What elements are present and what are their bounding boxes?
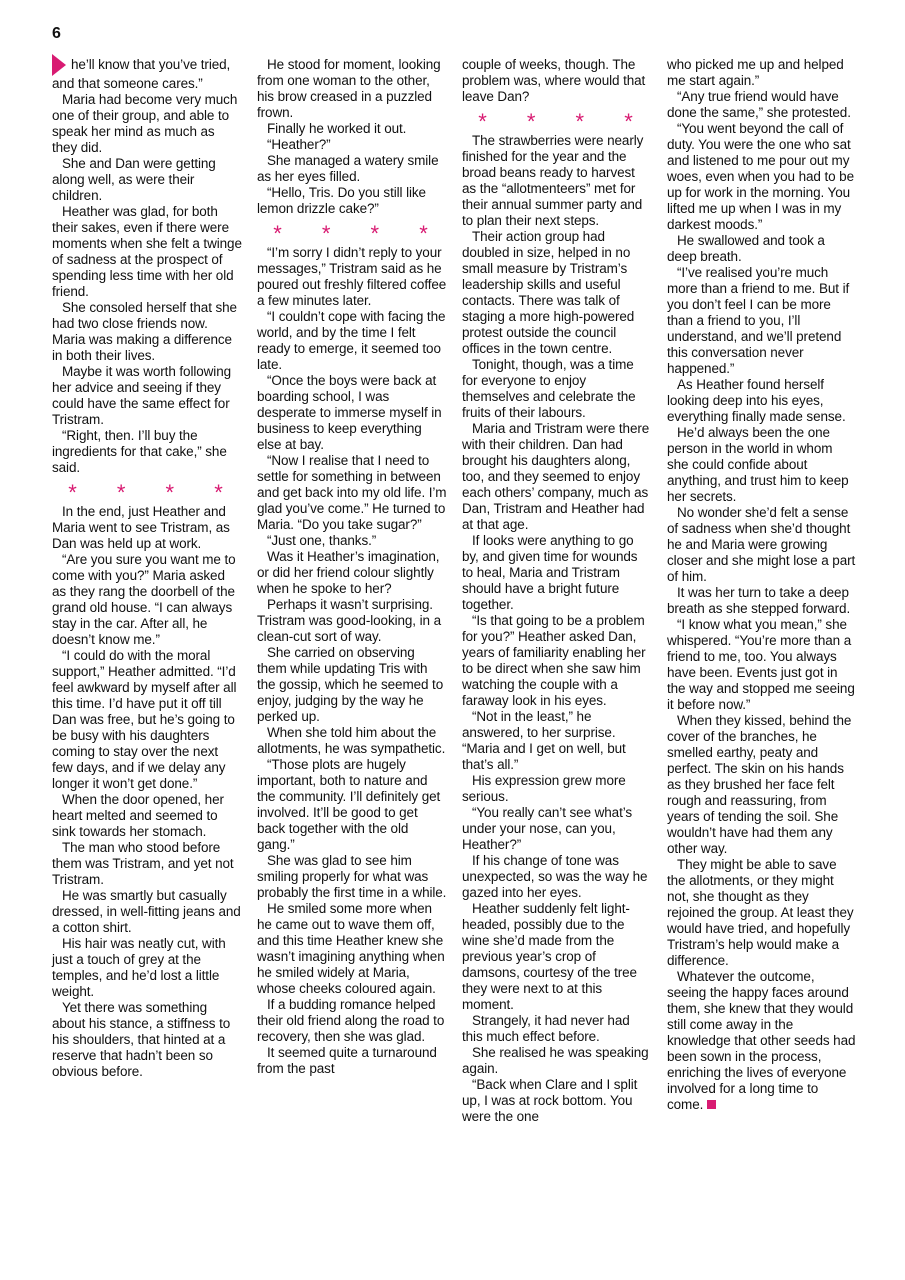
paragraph: “I couldn’t cope with facing the world, and by the time I felt ready to emerge, it seemed too late. bbox=[257, 309, 446, 372]
paragraph: If a budding romance helped their old friend along the road to recovery, then she was glad. bbox=[257, 997, 445, 1044]
paragraph: They might be able to save the allotments, or they might not, she thought as they rejoined the group. At least they would have tried, and hopefully Tristram’s help would make a difference. bbox=[667, 857, 854, 968]
text-column-1 bbox=[52, 57, 242, 1125]
paragraph: His expression grew more serious. bbox=[462, 773, 626, 804]
paragraph: “Once the boys were back at boarding school, I was desperate to immerse myself in business to keep everything else at bay. bbox=[257, 373, 442, 452]
paragraph: Heather was glad, for both their sakes, even if there were moments when she felt a twinge of sadness at the prospect of spending less time with her old friend. bbox=[52, 204, 242, 299]
paragraph: She realised he was speaking again. bbox=[462, 1045, 649, 1076]
paragraph: It seemed quite a turnaround from the past bbox=[257, 1045, 437, 1076]
paragraph: “Any true friend would have done the same,” she protested. bbox=[667, 89, 851, 120]
paragraph bbox=[52, 57, 242, 92]
paragraph: Perhaps it wasn’t surprising. Tristram was good-looking, in a clean-cut sort of way. bbox=[257, 597, 441, 644]
paragraph: “Are you sure you want me to come with you?” Maria asked as they rang the doorbell of the grand old house. “I can always stay in the car. After all, he doesn’t know me.” bbox=[52, 552, 236, 647]
paragraph: As Heather found herself looking deep into his eyes, everything finally made sense. bbox=[667, 377, 846, 424]
paragraph: “Back when Clare and I split up, I was at rock bottom. You were the one bbox=[462, 1077, 638, 1124]
paragraph: Maria had become very much one of their group, and able to speak her mind as much as they did. bbox=[52, 92, 238, 155]
paragraph: “Is that going to be a problem for you?” Heather asked Dan, years of familiarity enabling her to be direct when she saw him watching the couple with a faraway look in his eyes. bbox=[462, 613, 646, 708]
paragraph: “I could do with the moral support,” Heather admitted. “I’d feel awkward by myself after all this time. I’d have put it off till Dan was free, but he’s going to be busy with his daughters coming to stay over the next few days, and if we delay any longer it won’t get done.” bbox=[52, 648, 237, 791]
paragraph: “I know what you mean,” she whispered. “You’re more than a friend to me, too. You always have been. Events just got in the way and stopped me seeing it before now.” bbox=[667, 617, 855, 712]
paragraph: Was it Heather’s imagination, or did her friend colour slightly when he spoke to her? bbox=[257, 549, 440, 596]
paragraph: The man who stood before them was Tristram, and yet not Tristram. bbox=[52, 840, 234, 887]
paragraph: “Now I realise that I need to settle for something in between and get back into my old life. I’m glad you’ve come.” He turned to Maria. “Do you take sugar?” bbox=[257, 453, 447, 532]
paragraph: “Heather?” bbox=[267, 137, 331, 152]
paragraph: Heather suddenly felt light-headed, possibly due to the wine she’d made from the previous year’s crop of damsons, courtesy of the tree they were next to at this moment. bbox=[462, 901, 637, 1012]
paragraph: “Not in the least,” he answered, to her surprise. “Maria and I get on well, but that’s all.” bbox=[462, 709, 626, 772]
paragraph: Yet there was something about his stance, a stiffness to his shoulders, that hinted at a reserve that hadn’t been so obvious before. bbox=[52, 1000, 231, 1079]
text-column-3 bbox=[462, 57, 652, 1125]
paragraph: Tonight, though, was a time for everyone to enjoy themselves and celebrate the fruits of their labours. bbox=[462, 357, 636, 420]
paragraph: If looks were anything to go by, and given time for wounds to heal, Maria and Tristram should have a bright future together. bbox=[462, 533, 638, 612]
section-separator: * * * * bbox=[273, 221, 445, 246]
paragraph: “You went beyond the call of duty. You were the one who sat and listened to me pour out my woes, even when you had to be up for work in the morning. You lifted me up when I was in my darkest moods.” bbox=[667, 121, 854, 232]
paragraph: He stood for moment, looking from one woman to the other, his brow creased in a puzzled frown. bbox=[257, 57, 441, 120]
paragraph: “I’ve realised you’re much more than a friend to me. But if you don’t feel I can be more than a friend to you, I’ll understand, and we’ll pretend this conversation never happened.” bbox=[667, 265, 850, 376]
paragraph: The strawberries were nearly finished for the year and the broad beans ready to harvest as the “allotmenteers” met for their annual summer party and to plan their next steps. bbox=[462, 133, 644, 228]
paragraph: Maria and Tristram were there with their children. Dan had brought his daughters along, too, and they seemed to enjoy each others’ company, much as Dan, Tristram and Heather had at that age. bbox=[462, 421, 650, 532]
paragraph: “Hello, Tris. Do you still like lemon drizzle cake?” bbox=[257, 185, 426, 216]
paragraph: Strangely, it had never had this much effect before. bbox=[462, 1013, 630, 1044]
paragraph: Their action group had doubled in size, helped in no small measure by Tristram’s leadership skills and useful contacts. There was talk of staging a more high-powered protest outside the council offices in the town centre. bbox=[462, 229, 635, 356]
paragraph: When she told him about the allotments, he was sympathetic. bbox=[257, 725, 446, 756]
paragraph: “I’m sorry I didn’t reply to your messages,” Tristram said as he poured out freshly filtered coffee a few minutes later. bbox=[257, 245, 447, 308]
end-of-story-square-icon bbox=[707, 1100, 716, 1109]
paragraph: She consoled herself that she had two close friends now. Maria was making a difference in both their lives. bbox=[52, 300, 237, 363]
paragraph: When they kissed, behind the cover of the branches, he smelled earthy, peaty and perfect. The skin on his hands as they brushed her face felt rough and reassuring, from years of tending the soil. She wouldn’t have had them any other way. bbox=[667, 713, 852, 856]
paragraph: If his change of tone was unexpected, so was the way he gazed into her eyes. bbox=[462, 853, 648, 900]
paragraph: “Those plots are hugely important, both to nature and the community. I’ll definitely get involved. It’ll be good to get back together with the old gang.” bbox=[257, 757, 441, 852]
paragraph-text: he’ll know that you’ve tried, and that someone cares.” bbox=[52, 57, 231, 91]
paragraph: He smiled some more when he came out to wave them off, and this time Heather knew she wasn’t imagining anything when he smiled widely at Maria, whose cheeks coloured again. bbox=[257, 901, 445, 996]
paragraph: No wonder she’d felt a sense of sadness when she’d thought he and Maria were growing closer and she might lose a part of him. bbox=[667, 505, 856, 584]
paragraph: Finally he worked it out. bbox=[267, 121, 407, 136]
paragraph: She managed a watery smile as her eyes filled. bbox=[257, 153, 439, 184]
paragraph: His hair was neatly cut, with just a touch of grey at the temples, and he’d lost a little weight. bbox=[52, 936, 226, 999]
paragraph: She carried on observing them while updating Tris with the gossip, which he seemed to enjoy, judging by the way he perked up. bbox=[257, 645, 444, 724]
paragraph: Maybe it was worth following her advice and seeing if they could have the same effect for Tristram. bbox=[52, 364, 232, 427]
paragraph: It was her turn to take a deep breath as she stepped forward. bbox=[667, 585, 851, 616]
text-column-2 bbox=[257, 57, 447, 1125]
paragraph: couple of weeks, though. The problem was, where would that leave Dan? bbox=[462, 57, 646, 104]
paragraph: She was glad to see him smiling properly for what was probably the first time in a while. bbox=[257, 853, 447, 900]
paragraph: who picked me up and helped me start again.” bbox=[667, 57, 844, 88]
paragraph: “Right, then. I’ll buy the ingredients for that cake,” she said. bbox=[52, 428, 227, 475]
paragraph: He’d always been the one person in the world in whom she could confide about anything, and trust him to keep her secrets. bbox=[667, 425, 849, 504]
text-column-4 bbox=[667, 57, 857, 1125]
page-number: 6 bbox=[52, 25, 61, 42]
continuation-arrow-icon bbox=[52, 54, 66, 76]
paragraph bbox=[667, 969, 857, 1113]
paragraph: “You really can’t see what’s under your nose, can you, Heather?” bbox=[462, 805, 633, 852]
paragraph: When the door opened, her heart melted and seemed to sink towards her stomach. bbox=[52, 792, 224, 839]
paragraph: He was smartly but casually dressed, in well-fitting jeans and a cotton shirt. bbox=[52, 888, 241, 935]
paragraph: She and Dan were getting along well, as were their children. bbox=[52, 156, 216, 203]
article-body bbox=[52, 57, 858, 1125]
paragraph: He swallowed and took a deep breath. bbox=[667, 233, 825, 264]
paragraph: “Just one, thanks.” bbox=[267, 533, 377, 548]
paragraph-text: Whatever the outcome, seeing the happy faces around them, she knew that they would still come away in the knowledge that other seeds had been sown in the process, enriching the lives of everyone involved for a long time to come. bbox=[667, 969, 856, 1112]
section-separator: * * * * bbox=[478, 109, 650, 134]
section-separator: * * * * bbox=[68, 480, 240, 505]
paragraph: In the end, just Heather and Maria went to see Tristram, as Dan was held up at work. bbox=[52, 504, 230, 551]
